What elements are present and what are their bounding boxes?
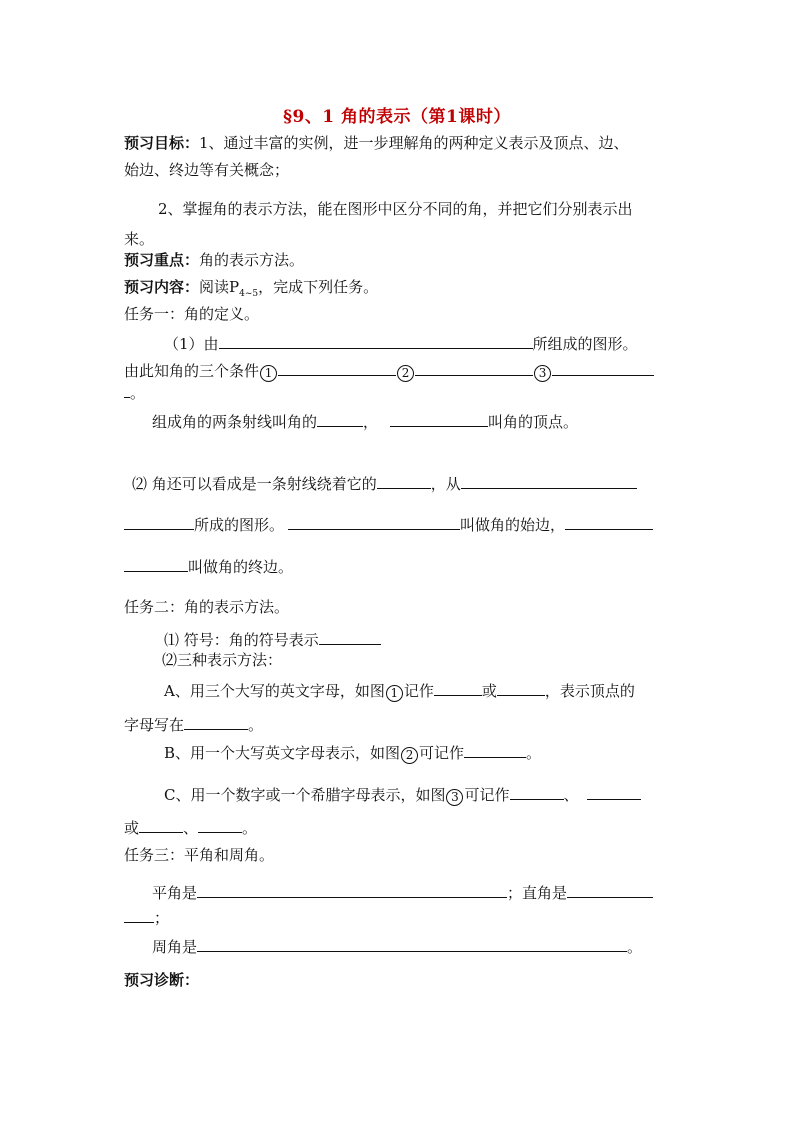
task3-heading: 任务三：平角和周角。 <box>124 846 275 864</box>
task2-line-c2 <box>124 816 257 838</box>
blank-terminal-side-2[interactable] <box>124 555 188 572</box>
content-post: ，完成下列任务。 <box>258 278 379 296</box>
task1-l6a: 所成的图形。 <box>194 516 285 534</box>
task1-l7: 叫做角的终边。 <box>188 558 294 576</box>
key-point-label: 预习重点： <box>124 251 200 269</box>
content-label: 预习内容： <box>124 278 200 296</box>
goals-line-1 <box>124 133 629 153</box>
task1-l6b: 叫做角的始边， <box>460 516 566 534</box>
task1-l1b: 所组成的图形。 <box>532 335 638 353</box>
task1-l4b: ， <box>363 413 379 431</box>
blank-vertex[interactable] <box>390 410 488 427</box>
blank-three-letter-2[interactable] <box>497 679 545 696</box>
task3-line-1 <box>152 881 653 903</box>
task1-l4a: 组成角的两条射线叫角的 <box>152 413 318 431</box>
figure-number-3: 3 <box>446 789 463 806</box>
blank-angle-symbol[interactable] <box>319 628 381 645</box>
circled-number-2: 2 <box>397 365 414 382</box>
task2-b1: B、用一个大写英文字母表示，如图 <box>164 744 401 762</box>
blank-greek-2[interactable] <box>198 816 242 833</box>
task1-l2: 由此知角的三个条件 <box>124 362 260 380</box>
blank-condition-2[interactable] <box>415 359 533 376</box>
task3-line-2 <box>124 906 169 928</box>
task2-a2a: 字母写在 <box>124 716 185 734</box>
blank-vertex-position[interactable] <box>184 713 248 730</box>
blank-straight-angle[interactable] <box>197 881 507 898</box>
blank-number-1[interactable] <box>510 783 564 800</box>
task1-line-5 <box>132 472 637 494</box>
task3-l2: ； <box>154 909 170 927</box>
blank-three-letter-1[interactable] <box>434 679 482 696</box>
diagnosis-heading: 预习诊断： <box>124 971 200 989</box>
task2-line-a1 <box>164 679 635 702</box>
blank-initial-side[interactable] <box>288 513 460 530</box>
task2-line-c1 <box>164 783 641 806</box>
blank-angle-formed-by[interactable] <box>219 332 533 349</box>
figure-number-2: 2 <box>401 747 418 764</box>
task2-heading: 任务二：角的表示方法。 <box>124 598 290 616</box>
goals-line-3: 2、掌握角的表示方法，能在图形中区分不同的角，并把它们分别表示出 <box>158 200 633 218</box>
blank-from-position[interactable] <box>461 472 637 489</box>
task2-c1b: 可记作 <box>464 786 510 804</box>
blank-condition-1[interactable] <box>278 359 396 376</box>
goals-text-1: 1、通过丰富的实例，进一步理解角的两种定义表示及顶点、边、 <box>199 134 629 152</box>
content-line <box>124 277 378 304</box>
circled-number-1: 1 <box>260 365 277 382</box>
task3-line-3 <box>152 935 642 957</box>
task1-l1a: （1）由 <box>164 335 219 353</box>
blank-full-angle[interactable] <box>197 935 627 952</box>
content-pre: 阅读P <box>199 278 240 296</box>
blank-single-letter[interactable] <box>464 741 526 758</box>
task2-b1c: 。 <box>526 744 542 762</box>
blank-right-angle-2[interactable] <box>124 906 154 923</box>
task1-line-3 <box>124 381 145 403</box>
task2-c2b: 、 <box>183 819 199 837</box>
task1-line-7 <box>124 555 293 577</box>
task1-line-4 <box>152 410 578 432</box>
task3-l1b: ；直角是 <box>507 884 568 902</box>
task2-c1c: 、 <box>563 786 579 804</box>
blank-right-angle-1[interactable] <box>567 881 653 898</box>
task2-a2b: 。 <box>248 716 264 734</box>
task2-l1: ⑴ 符号：角的符号表示 <box>164 631 319 649</box>
key-point-text: 角的表示方法。 <box>199 251 305 269</box>
task3-l3a: 周角是 <box>152 938 198 956</box>
task1-line-6 <box>124 513 653 535</box>
task2-c2c: 。 <box>242 819 258 837</box>
blank-condition-3[interactable] <box>552 359 654 376</box>
task2-c2a: 或 <box>124 819 140 837</box>
task2-line-1 <box>164 628 381 650</box>
blank-terminal-side-1[interactable] <box>565 513 653 530</box>
goals-line-4: 来。 <box>124 230 155 248</box>
page-title: §9、1 角的表示（第1课时） <box>283 107 511 127</box>
task1-line-1 <box>164 332 638 354</box>
blank-rotation-point[interactable] <box>377 472 431 489</box>
task2-c1: C、用一个数字或一个希腊字母表示，如图 <box>164 786 446 804</box>
task3-l3b: 。 <box>627 938 643 956</box>
task1-l4c: 叫角的顶点。 <box>488 413 579 431</box>
blank-to-position[interactable] <box>124 513 194 530</box>
task2-line-a2 <box>124 713 263 735</box>
task1-l5b: ，从 <box>430 475 461 493</box>
task2-line-2: ⑵三种表示方法： <box>162 651 283 669</box>
goals-line-2: 始边、终边等有关概念； <box>124 161 290 179</box>
task2-a1d: ，表示顶点的 <box>544 682 635 700</box>
task2-line-b <box>164 741 541 764</box>
blank-greek-1[interactable] <box>139 816 183 833</box>
task1-line-2 <box>124 359 654 382</box>
blank-sides[interactable] <box>317 410 363 427</box>
task1-l5a: ⑵ 角还可以看成是一条射线绕着它的 <box>132 475 377 493</box>
figure-number-1: 1 <box>386 685 403 702</box>
content-pages: 4~5 <box>239 289 259 299</box>
blank-number-2[interactable] <box>587 783 641 800</box>
goals-label: 预习目标： <box>124 134 200 152</box>
circled-number-3: 3 <box>534 365 551 382</box>
task2-b1b: 可记作 <box>419 744 465 762</box>
task2-a1: A、用三个大写的英文字母，如图 <box>164 682 385 700</box>
task2-a1c: 或 <box>481 682 497 700</box>
task3-l1a: 平角是 <box>152 884 198 902</box>
task1-heading: 任务一：角的定义。 <box>124 305 260 323</box>
task2-a1b: 记作 <box>403 682 434 700</box>
task1-l3: 。 <box>130 384 146 402</box>
key-point-line <box>124 250 304 270</box>
